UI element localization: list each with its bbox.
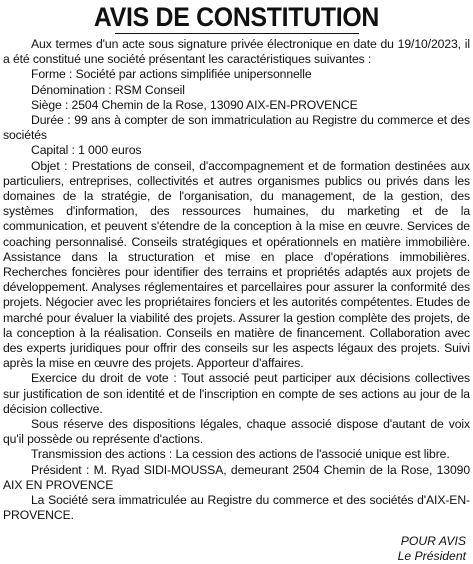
registration-paragraph: La Société sera immatriculée au Registre du commerce et des sociétés d'AIX-EN-PROVENCE. [3, 493, 470, 523]
purpose-paragraph: Objet : Prestations de conseil, d'accompagnement et de formation destinées aux particuliers, entreprises, collectivités et autres organismes publics ou privés dans les domaines de la stratégie, de l'organisation, du management, de la gestion, des systèmes d'information, des ressources humaines, du marketing et de la communication, et peuvent s'étendre de la conception à la mise en œuvre. Services de coaching personnalisé. Conseils stratégiques et opérationnels en matière immobilière. Assistance dans la structuration et mise en place d'opérations immobilières. Recherches foncières pour identifier des terrains et propriétés adaptés aux projets de développement. Analyses réglementaires et parcellaires pour assurer la conformité des projets. Négocier avec les propriétaires fonciers et les autorités compétentes. Etudes de marché pour évaluer la viabilité des projets. Assurer la gestion complète des projets, de la conception à la réalisation. Conseils en matière de financement. Collaboration avec des experts juridiques pour offrir des conseils sur les aspects légaux des projets. Suivi après la mise en œuvre des projets. Apporteur d'affaires. [3, 158, 470, 371]
share-transfer-line: Transmission des actions : La cession des actions de l'associé unique est libre. [31, 447, 450, 462]
signature-block [3, 534, 470, 564]
intro-paragraph: Aux termes d'un acte sous signature privée électronique en date du 19/10/2023, il a été constitué une société présentant les caractéristiques suivantes : [3, 37, 470, 67]
capital-line: Capital : 1 000 euros [31, 143, 142, 158]
signature-line-1: POUR AVIS [400, 533, 466, 548]
title-underline [115, 33, 359, 34]
notice-title: AVIS DE CONSTITUTION [93, 2, 380, 32]
denomination-line: Dénomination : RSM Conseil [31, 82, 185, 97]
registered-office-line: Siège : 2504 Chemin de la Rose, 13090 AIX-EN-PROVENCE [31, 97, 358, 112]
notice-body [3, 37, 470, 524]
voting-reserve-paragraph: Sous réserve des dispositions légales, chaque associé dispose d'autant de voix qu'il possède ou représente d'actions. [3, 417, 470, 447]
duration-line: Durée : 99 ans à compter de son immatriculation au Registre du commerce et des sociétés [3, 113, 470, 143]
president-paragraph: Président : M. Ryad SIDI-MOUSSA, demeurant 2504 Chemin de la Rose, 13090 AIX EN PROVENCE [3, 462, 470, 492]
signature-line-2: Le Président [397, 548, 466, 563]
form-line: Forme : Société par actions simplifiée unipersonnelle [31, 67, 312, 82]
voting-rights-paragraph: Exercice du droit de vote : Tout associé peut participer aux décisions collectives sur justification de son identité et de l'inscription en compte de ses actions au jour de la décision collective. [3, 371, 470, 416]
